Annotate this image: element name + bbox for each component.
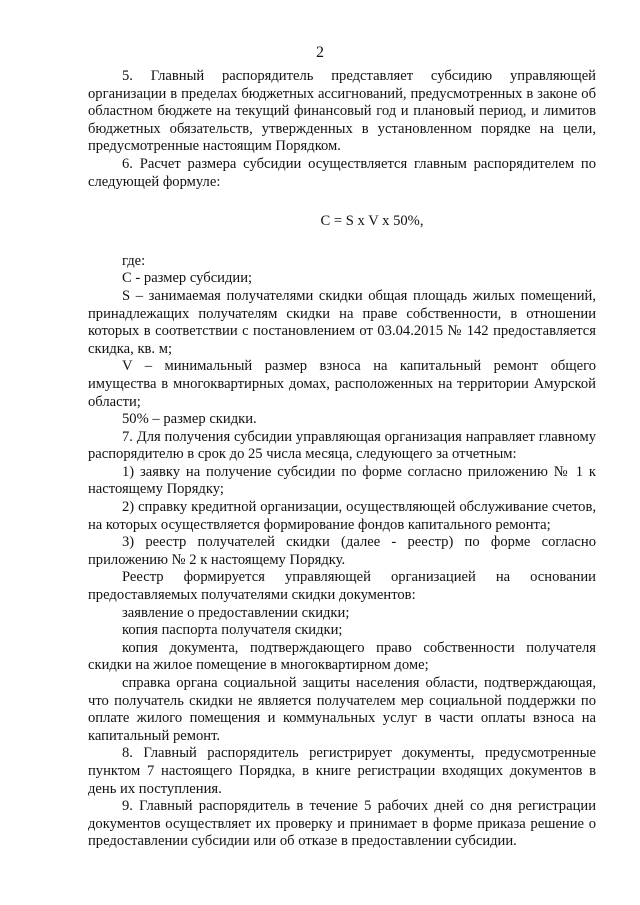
- paragraph-7-item-2: 2) справку кредитной организации, осуществляющей обслуживание счетов, на которых осуществляется формирование фондов капитального ремонта;: [88, 499, 596, 533]
- paragraph-7-item-3: 3) реестр получателей скидки (далее - реестр) по форме согласно приложению № 2 к настоящему Порядку.: [88, 534, 596, 568]
- paragraph-9: 9. Главный распорядитель в течение 5 рабочих дней со дня регистрации документов осуществляет их проверку и принимает в форме приказа решение о предоставлении субсидии или об отказе в предоставлении субсидии.: [88, 798, 596, 850]
- where-label: где:: [122, 252, 146, 269]
- document-item-4: справка органа социальной защиты населения области, подтверждающая, что получатель скидки не является получателем мер социальной поддержки по оплате жилого помещения и коммунальных услуг в части оплаты взноса на капитальный ремонт.: [88, 675, 596, 744]
- document-item-2: копия паспорта получателя скидки;: [122, 622, 343, 639]
- definition-s: S – занимаемая получателями скидки общая площадь жилых помещений, принадлежащих получателям скидки на праве собственности, в отношении которых в соответствии с постановлением от 03.04.2015 № 142 предоставляется скидка, кв. м;: [88, 287, 596, 357]
- paragraph-6: 6. Расчет размера субсидии осуществляется главным распорядителем по следующей формуле:: [88, 155, 596, 190]
- paragraph-7-item-1: 1) заявку на получение субсидии по форме согласно приложению № 1 к настоящему Порядку;: [88, 463, 596, 498]
- definition-discount: 50% – размер скидки.: [122, 411, 257, 428]
- paragraph-8: 8. Главный распорядитель регистрирует документы, предусмотренные пунктом 7 настоящего Порядка, в книге регистрации входящих документов в день их поступления.: [88, 745, 596, 797]
- definition-c: С - размер субсидии;: [122, 270, 253, 287]
- document-item-3: копия документа, подтверждающего право собственности получателя скидки на жилое помещение в многоквартирном доме;: [88, 639, 596, 674]
- definition-v: V – минимальный размер взноса на капитальный ремонт общего имущества в многоквартирных домах, расположенных на территории Амурской области;: [88, 358, 596, 410]
- paragraph-7: 7. Для получения субсидии управляющая организация направляет главному распорядителю в срок до 25 числа месяца, следующего за отчетным:: [88, 428, 596, 463]
- paragraph-5: 5. Главный распорядитель представляет субсидию управляющей организации в пределах бюджетных ассигнований, предусмотренных в законе об областном бюджете на текущий финансовый год и плановый период, и лимитов бюджетных обязательств, утвержденных в установленном порядке на цели, предусмотренные настоящим Порядком.: [88, 68, 596, 155]
- subsidy-formula: С = S x V x 50%,: [320, 213, 424, 230]
- page-number: 2: [316, 44, 324, 61]
- registry-paragraph: Реестр формируется управляющей организацией на основании предоставляемых получателями скидки документов:: [88, 569, 596, 604]
- document-item-1: заявление о предоставлении скидки;: [122, 604, 350, 621]
